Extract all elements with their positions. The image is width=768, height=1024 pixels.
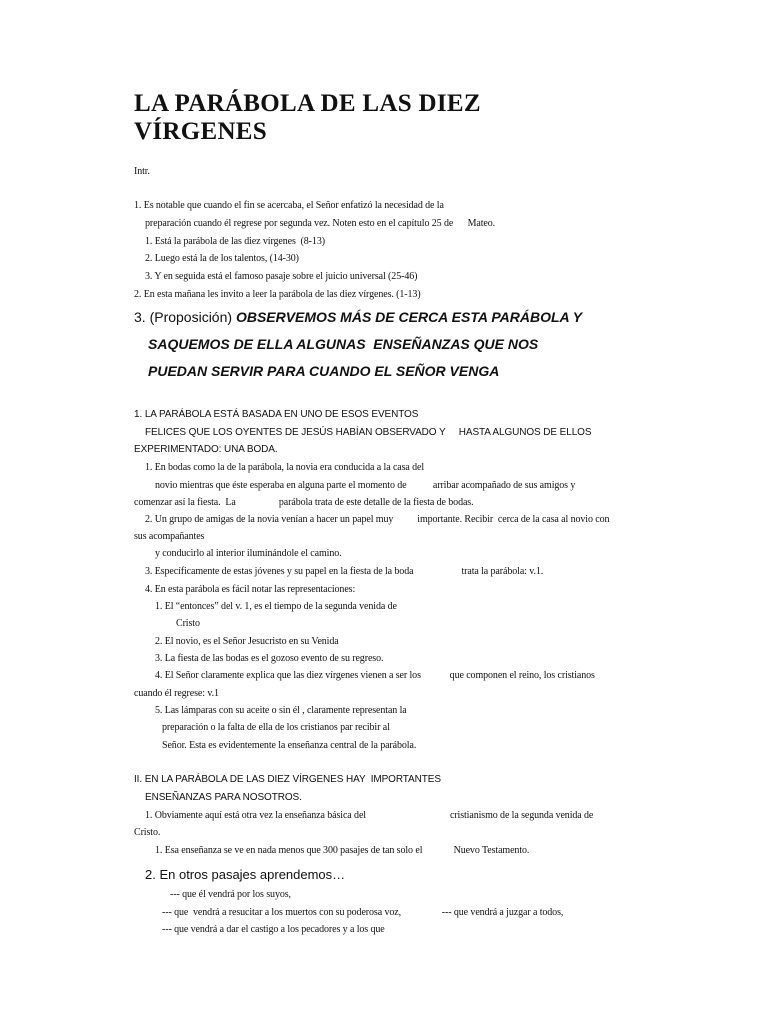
list-item: 1. Obviamente aquí está otra vez la enseñanza básica del cristianismo de la segunda venida de — [145, 810, 594, 821]
text-line: preparación cuando él regrese por segunda vez. Noten esto en el capítulo 25 de Mateo. — [145, 218, 496, 229]
proposition-text: OBSERVEMOS MÁS DE CERCA ESTA PARÁBOLA Y — [235, 309, 583, 325]
list-item: 1. Está la parábola de las diez vírgenes (8-13) — [145, 236, 325, 247]
section-heading: FELICES QUE LOS OYENTES DE JESÚS HABÍAN OBSERVADO Y HASTA ALGUNOS DE ELLOS — [145, 427, 592, 438]
list-item: 2. El novio, es el Señor Jesucristo en su Venida — [155, 636, 339, 647]
proposition-number: 3. (Proposición) — [134, 309, 236, 325]
section-heading: 1. LA PARÁBOLA ESTÁ BASADA EN UNO DE ESOS EVENTOS — [134, 409, 419, 420]
list-item: --- que él vendrá por los suyos, — [170, 889, 291, 900]
section-heading: II. EN LA PARÁBOLA DE LAS DIEZ VÍRGENES HAY IMPORTANTES — [134, 774, 441, 785]
proposition-line2 — [148, 336, 538, 354]
subheading: 2. En otros pasajes aprendemos… — [145, 867, 346, 882]
list-item: --- que vendrá a resucitar a los muertos con su poderosa voz, --- que vendrá a juzgar a todos, — [162, 907, 564, 918]
text-line: comenzar así la fiesta. La parábola trata de este detalle de la fiesta de bodas. — [134, 497, 474, 508]
list-item: 1. En bodas como la de la parábola, la novia era conducida a la casa del — [145, 462, 425, 473]
list-item: 2. Luego está la de los talentos, (14-30) — [145, 253, 299, 264]
intro-label: Intr. — [134, 166, 150, 177]
text-line: novio mientras que éste esperaba en alguna parte el momento de arribar acompañado de sus amigos y — [155, 480, 576, 491]
list-item: 1. Esa enseñanza se ve en nada menos que 300 pasajes de tan solo el Nuevo Testamento. — [155, 845, 530, 856]
document-title-line2: VÍRGENES — [134, 118, 267, 145]
text-line: cuando él regrese: v.1 — [134, 688, 219, 699]
text-line: y conducirlo al interior iluminándole el camino. — [155, 548, 342, 559]
list-item: 3. La fiesta de las bodas es el gozoso evento de su regreso. — [155, 653, 384, 664]
proposition-text: SAQUEMOS DE ELLA ALGUNAS ENSEÑANZAS QUE NOS — [148, 336, 539, 352]
list-item: 3. Específicamente de estas jóvenes y su papel en la fiesta de la boda trata la parábola: v.1. — [145, 566, 544, 577]
list-item: 1. El “entonces” del v. 1, es el tiempo de la segunda venida de — [155, 601, 397, 612]
text-line: Señor. Esta es evidentemente la enseñanza central de la parábola. — [162, 740, 417, 751]
list-item: 5. Las lámparas con su aceite o sin él , claramente representan la — [155, 705, 407, 716]
proposition-line3 — [148, 363, 499, 381]
text-line: preparación o la falta de ella de los cristianos par recibir al — [162, 722, 390, 733]
text-line: Cristo. — [134, 827, 161, 838]
proposition-line1 — [134, 309, 582, 327]
list-item: 4. El Señor claramente explica que las diez vírgenes vienen a ser los que componen el reino, los cristianos — [155, 670, 595, 681]
list-item: 3. Y en seguida está el famoso pasaje sobre el juicio universal (25-46) — [145, 271, 418, 282]
section-heading: ENSEÑANZAS PARA NOSOTROS. — [145, 792, 302, 803]
list-item: 4. En esta parábola es fácil notar las representaciones: — [145, 584, 356, 595]
list-item: 2. En esta mañana les invito a leer la parábola de las diez vírgenes. (1-13) — [134, 289, 421, 300]
section-heading: EXPERIMENTADO: UNA BODA. — [134, 444, 278, 455]
document-title-line1: LA PARÁBOLA DE LAS DIEZ — [134, 90, 481, 117]
text-line: sus acompañantes — [134, 531, 205, 542]
list-item: --- que vendrá a dar el castigo a los pecadores y a los que — [162, 924, 385, 935]
proposition-text: PUEDAN SERVIR PARA CUANDO EL SEÑOR VENGA — [148, 363, 500, 379]
list-item: 2. Un grupo de amigas de la novia venían a hacer un papel muy importante. Recibir cerca de la casa al novio con — [145, 514, 610, 525]
text-line: Cristo — [176, 618, 200, 629]
text-line: 1. Es notable que cuando el fin se acercaba, el Señor enfatizó la necesidad de la — [134, 200, 444, 211]
